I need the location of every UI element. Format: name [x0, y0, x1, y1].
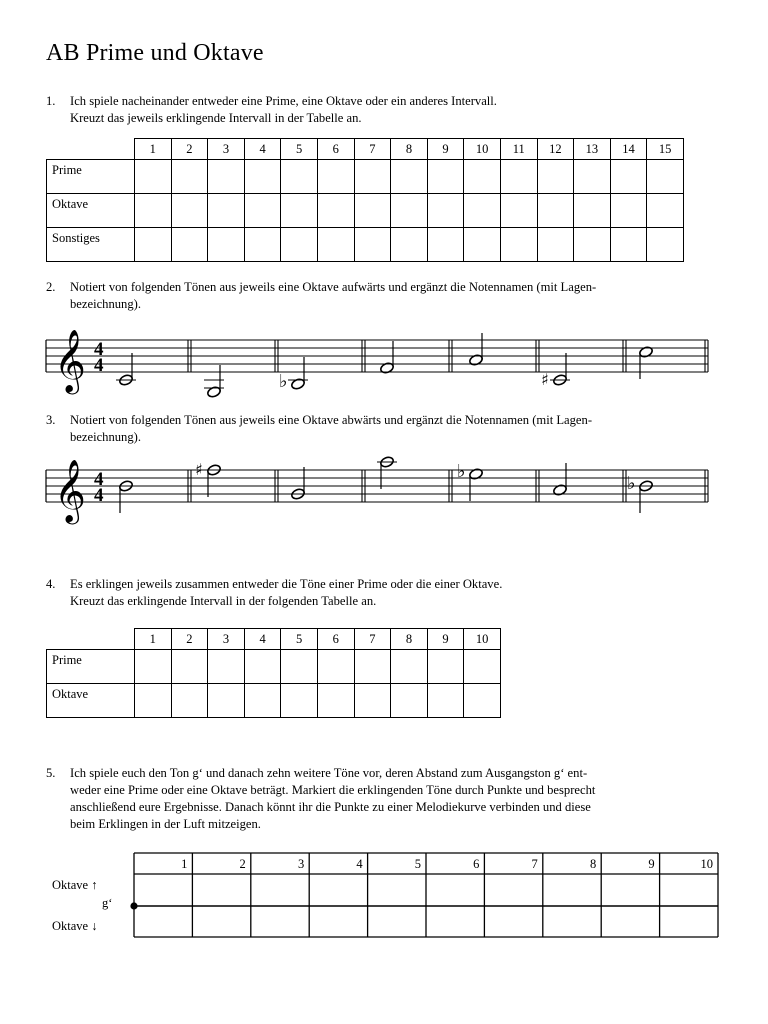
half-note-6	[552, 463, 567, 496]
answer-cell[interactable]	[427, 160, 464, 194]
table-corner	[47, 139, 135, 160]
answer-cell[interactable]	[244, 684, 281, 718]
task-number: 5.	[46, 766, 56, 780]
answer-cell[interactable]	[244, 160, 281, 194]
notehead	[379, 362, 394, 375]
column-header: 15	[647, 139, 684, 160]
answer-cell[interactable]	[427, 684, 464, 718]
answer-cell[interactable]	[537, 160, 574, 194]
answer-cell[interactable]	[354, 160, 391, 194]
answer-cell[interactable]	[317, 228, 354, 262]
column-header: 1	[181, 857, 188, 871]
column-header: 3	[297, 857, 305, 871]
column-header: 13	[574, 139, 611, 160]
table-row	[47, 684, 501, 718]
answer-cell[interactable]	[244, 650, 281, 684]
answer-cell[interactable]	[135, 194, 172, 228]
notehead	[206, 464, 221, 477]
task-number: 4.	[46, 577, 56, 591]
answer-cell[interactable]	[317, 650, 354, 684]
answer-cell[interactable]	[391, 684, 428, 718]
start-tone-dot	[130, 902, 137, 909]
answer-cell[interactable]	[464, 650, 501, 684]
answer-cell[interactable]	[171, 684, 208, 718]
half-note-7	[627, 473, 654, 513]
table-row	[47, 228, 684, 262]
task-text-line: Ich spiele nacheinander entweder eine Prime, eine Oktave oder ein anderes Intervall.	[70, 94, 497, 108]
interval-table-4	[46, 628, 501, 718]
answer-cell[interactable]	[354, 228, 391, 262]
column-header: 10	[700, 857, 713, 871]
label-octave-down: Oktave ↓	[52, 919, 98, 933]
half-note-7	[638, 346, 653, 379]
half-note-3	[290, 467, 305, 500]
page-title: AB Prime und Oktave	[46, 40, 264, 66]
column-header: 6	[473, 857, 480, 871]
column-header: 6	[317, 139, 354, 160]
answer-cell[interactable]	[537, 194, 574, 228]
task-number: 3.	[46, 413, 56, 427]
half-note-4	[379, 341, 394, 374]
half-note-5	[457, 461, 484, 501]
half-note-3	[279, 357, 306, 392]
task-text-line: bezeichnung).	[70, 297, 141, 311]
task-text-line: weder eine Prime oder eine Oktave beträgt. Markiert die erklingenden Töne durch Punkte und besprecht	[70, 783, 596, 797]
answer-cell[interactable]	[574, 228, 611, 262]
column-header: 5	[414, 857, 421, 871]
label-octave-up: Oktave ↑	[52, 878, 98, 892]
column-header: 7	[354, 629, 391, 650]
answer-cell[interactable]	[574, 160, 611, 194]
column-header: 2	[171, 629, 208, 650]
treble-clef-icon: 𝄞	[54, 459, 86, 522]
column-header: 9	[427, 629, 464, 650]
column-header: 8	[391, 139, 428, 160]
treble-clef-icon: 𝄞	[54, 329, 86, 392]
answer-cell[interactable]	[354, 194, 391, 228]
notehead	[468, 354, 483, 367]
sharp-icon: ♯	[195, 460, 203, 479]
answer-cell[interactable]	[135, 684, 172, 718]
answer-cell[interactable]	[281, 228, 318, 262]
notehead	[290, 488, 305, 501]
row-label: Oktave	[47, 684, 135, 718]
answer-cell[interactable]	[135, 160, 172, 194]
notehead	[638, 346, 653, 359]
answer-cell[interactable]	[647, 228, 684, 262]
answer-cell[interactable]	[281, 684, 318, 718]
column-header: 5	[281, 139, 318, 160]
notehead	[468, 468, 483, 481]
row-label: Sonstiges	[47, 228, 135, 262]
task-text-line: Ich spiele euch den Ton g‘ und danach zehn weitere Töne vor, deren Abstand zum Ausgangston g‘ ent-	[70, 766, 588, 780]
sharp-icon: ♯	[541, 370, 549, 389]
answer-cell[interactable]	[647, 160, 684, 194]
table-row	[47, 194, 684, 228]
time-signature-top: 4	[94, 339, 104, 360]
table-row	[47, 650, 501, 684]
column-header: 1	[135, 139, 172, 160]
notehead	[118, 374, 133, 387]
time-signature-top: 4	[94, 469, 104, 490]
task-number: 1.	[46, 94, 56, 108]
column-header: 10	[464, 139, 501, 160]
half-note-1	[118, 353, 133, 386]
answer-cell[interactable]	[354, 650, 391, 684]
answer-cell[interactable]	[208, 684, 245, 718]
row-label: Prime	[47, 160, 135, 194]
column-header: 12	[537, 139, 574, 160]
column-header: 5	[281, 629, 318, 650]
column-header: 2	[239, 857, 246, 871]
answer-cell[interactable]	[391, 650, 428, 684]
answer-cell[interactable]	[391, 228, 428, 262]
half-note-6	[541, 353, 568, 389]
column-header: 1	[135, 629, 172, 650]
answer-cell[interactable]	[537, 228, 574, 262]
answer-cell[interactable]	[317, 160, 354, 194]
column-header: 10	[464, 629, 501, 650]
task-number: 2.	[46, 280, 56, 294]
column-header: 14	[610, 139, 647, 160]
column-header: 9	[648, 857, 655, 871]
answer-cell[interactable]	[208, 194, 245, 228]
answer-cell[interactable]	[464, 194, 501, 228]
notehead	[552, 484, 567, 497]
interval-table-1	[46, 138, 684, 262]
task-text-line: Kreuzt das jeweils erklingende Intervall in der Tabelle an.	[70, 111, 362, 125]
task-text-line: Es erklingen jeweils zusammen entweder die Töne einer Prime oder die einer Oktave.	[70, 577, 503, 591]
time-signature-bottom: 4	[94, 355, 104, 376]
flat-icon: ♭	[279, 371, 288, 392]
answer-cell[interactable]	[647, 194, 684, 228]
notehead	[290, 378, 305, 391]
time-signature-bottom: 4	[94, 485, 104, 506]
table-corner	[47, 629, 135, 650]
row-label: Oktave	[47, 194, 135, 228]
answer-cell[interactable]	[135, 650, 172, 684]
task-text-line: beim Erklingen in der Luft mitzeigen.	[70, 817, 261, 831]
answer-cell[interactable]	[464, 228, 501, 262]
answer-cell[interactable]	[135, 228, 172, 262]
answer-cell[interactable]	[574, 194, 611, 228]
notehead	[206, 386, 221, 399]
column-header: 9	[427, 139, 464, 160]
half-note-1	[118, 480, 133, 513]
notehead	[552, 374, 567, 387]
notehead	[638, 480, 653, 493]
column-header: 8	[391, 629, 428, 650]
answer-cell[interactable]	[391, 160, 428, 194]
answer-cell[interactable]	[208, 160, 245, 194]
answer-cell[interactable]	[464, 160, 501, 194]
column-header: 4	[244, 139, 281, 160]
answer-cell[interactable]	[171, 650, 208, 684]
task-text-line: anschließend eure Ergebnisse. Danach könnt ihr die Punkte zu einer Melodiekurve verbinden und diese	[70, 800, 591, 814]
answer-cell[interactable]	[317, 684, 354, 718]
answer-cell[interactable]	[427, 650, 464, 684]
answer-cell[interactable]	[171, 160, 208, 194]
answer-cell[interactable]	[500, 194, 537, 228]
answer-cell[interactable]	[171, 228, 208, 262]
column-header: 8	[589, 857, 597, 871]
column-header: 3	[208, 629, 245, 650]
half-note-4	[379, 456, 394, 489]
row-label: Prime	[47, 650, 135, 684]
task-text-line: bezeichnung).	[70, 430, 141, 444]
answer-cell[interactable]	[208, 228, 245, 262]
notehead	[379, 456, 394, 469]
answer-cell[interactable]	[427, 194, 464, 228]
column-header: 4	[244, 629, 281, 650]
answer-cell[interactable]	[171, 194, 208, 228]
answer-cell[interactable]	[500, 160, 537, 194]
column-header: 7	[354, 139, 391, 160]
answer-cell[interactable]	[610, 228, 647, 262]
task-text-line: Notiert von folgenden Tönen aus jeweils eine Oktave abwärts und ergänzt die Notennamen (mit Lagen-	[70, 413, 593, 427]
answer-cell[interactable]	[354, 684, 391, 718]
answer-cell[interactable]	[281, 160, 318, 194]
answer-cell[interactable]	[208, 650, 245, 684]
answer-cell[interactable]	[610, 160, 647, 194]
answer-cell[interactable]	[281, 650, 318, 684]
task-text-line: Kreuzt das erklingende Intervall in der folgenden Tabelle an.	[70, 594, 377, 608]
half-note-2	[206, 365, 221, 398]
column-header: 6	[317, 629, 354, 650]
table-row	[47, 160, 684, 194]
answer-cell[interactable]	[427, 228, 464, 262]
notehead	[118, 480, 133, 493]
answer-cell[interactable]	[391, 194, 428, 228]
answer-cell[interactable]	[244, 194, 281, 228]
flat-icon: ♭	[457, 461, 466, 482]
column-header: 4	[356, 857, 363, 871]
label-g1: g‘	[102, 896, 113, 910]
answer-cell[interactable]	[500, 228, 537, 262]
answer-cell[interactable]	[281, 194, 318, 228]
answer-cell[interactable]	[464, 684, 501, 718]
column-header: 3	[208, 139, 245, 160]
column-header: 2	[171, 139, 208, 160]
answer-cell[interactable]	[610, 194, 647, 228]
half-note-2	[195, 460, 222, 497]
task-text-line: Notiert von folgenden Tönen aus jeweils eine Oktave aufwärts und ergänzt die Notennamen (mit Lagen-	[70, 280, 597, 294]
answer-cell[interactable]	[244, 228, 281, 262]
half-note-5	[468, 333, 483, 366]
column-header: 7	[531, 857, 538, 871]
answer-cell[interactable]	[317, 194, 354, 228]
flat-icon: ♭	[627, 473, 636, 494]
column-header: 11	[500, 139, 537, 160]
